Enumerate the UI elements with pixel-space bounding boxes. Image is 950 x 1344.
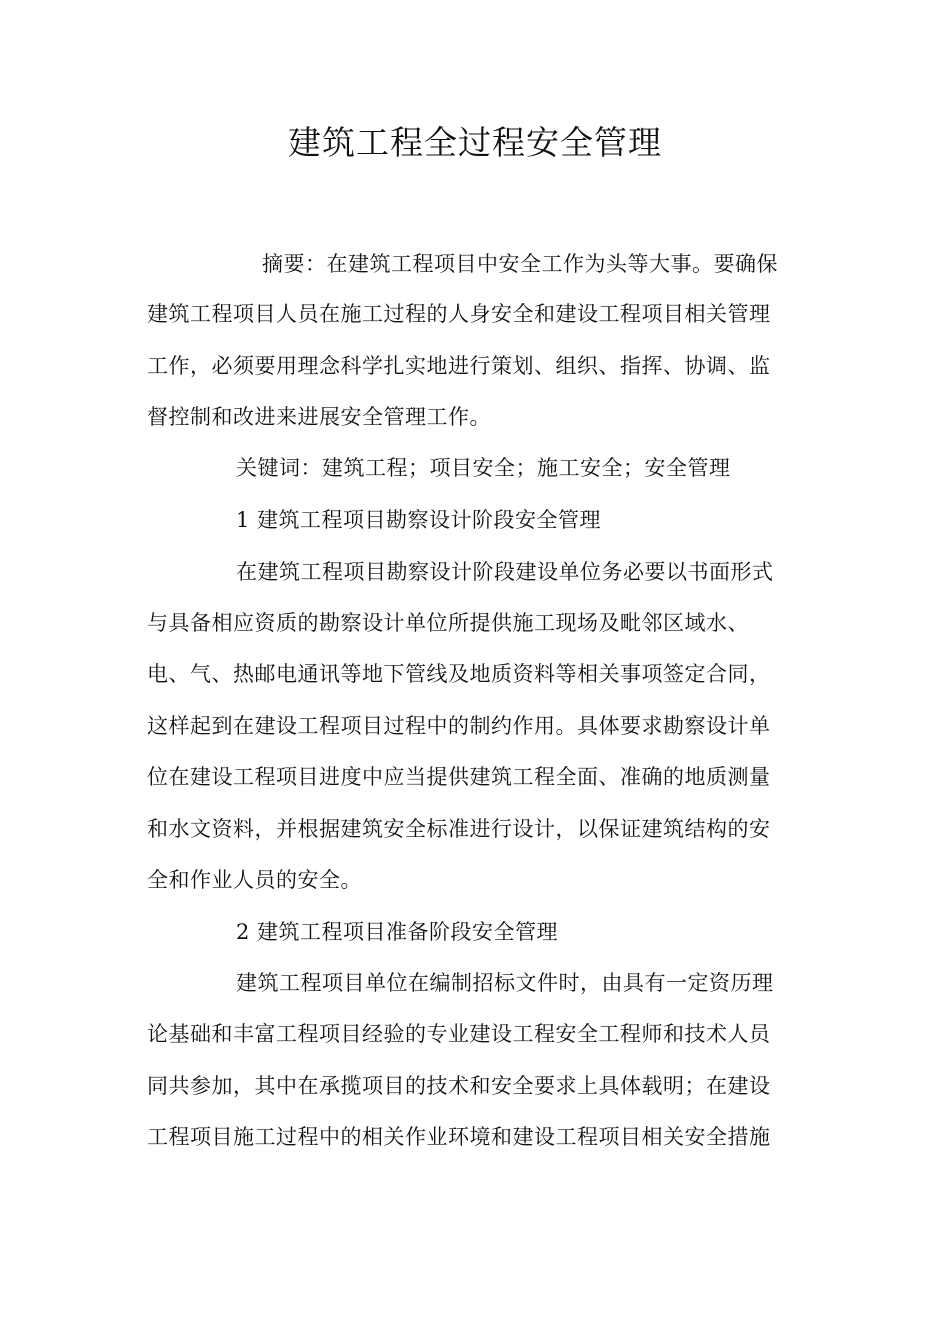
section-1-line-7: 全和作业人员的安全。 [147, 868, 362, 892]
section-2-line-2: 论基础和丰富工程项目经验的专业建设工程安全工程师和技术人员 [147, 1022, 771, 1046]
section-1-line-2: 与具备相应资质的勘察设计单位所提供施工现场及毗邻区域水、 [147, 611, 749, 635]
section-2-line-4: 工程项目施工过程中的相关作业环境和建设工程项目相关安全措施 [147, 1125, 771, 1149]
document-title: 建筑工程全过程安全管理 [288, 123, 662, 162]
abstract-line-1: 摘要：在建筑工程项目中安全工作为头等大事。要确保 [262, 252, 778, 276]
section-1-line-4: 这样起到在建设工程项目过程中的制约作用。具体要求勘察设计单 [147, 714, 771, 738]
abstract-line-4: 督控制和改进来进展安全管理工作。 [147, 405, 491, 429]
section-2-line-3: 同共参加，其中在承揽项目的技术和安全要求上具体载明；在建设 [147, 1074, 771, 1098]
section-2-heading: 2 建筑工程项目准备阶段安全管理 [236, 920, 559, 944]
keywords-line: 关键词：建筑工程；项目安全；施工安全；安全管理 [236, 456, 731, 480]
section-2-line-1: 建筑工程项目单位在编制招标文件时，由具有一定资历理 [236, 971, 774, 995]
abstract-line-3: 工作，必须要用理念科学扎实地进行策划、组织、指挥、协调、监 [147, 354, 771, 378]
section-1-heading: 1 建筑工程项目勘察设计阶段安全管理 [236, 508, 602, 532]
section-1-line-5: 位在建设工程项目进度中应当提供建筑工程全面、准确的地质测量 [147, 765, 771, 789]
section-1-line-1: 在建筑工程项目勘察设计阶段建设单位务必要以书面形式 [236, 560, 774, 584]
section-1-line-3: 电、气、热邮电通讯等地下管线及地质资料等相关事项签定合同， [147, 662, 771, 686]
section-1-line-6: 和水文资料，并根据建筑安全标准进行设计，以保证建筑结构的安 [147, 817, 771, 841]
abstract-line-2: 建筑工程项目人员在施工过程的人身安全和建设工程项目相关管理 [147, 302, 771, 326]
